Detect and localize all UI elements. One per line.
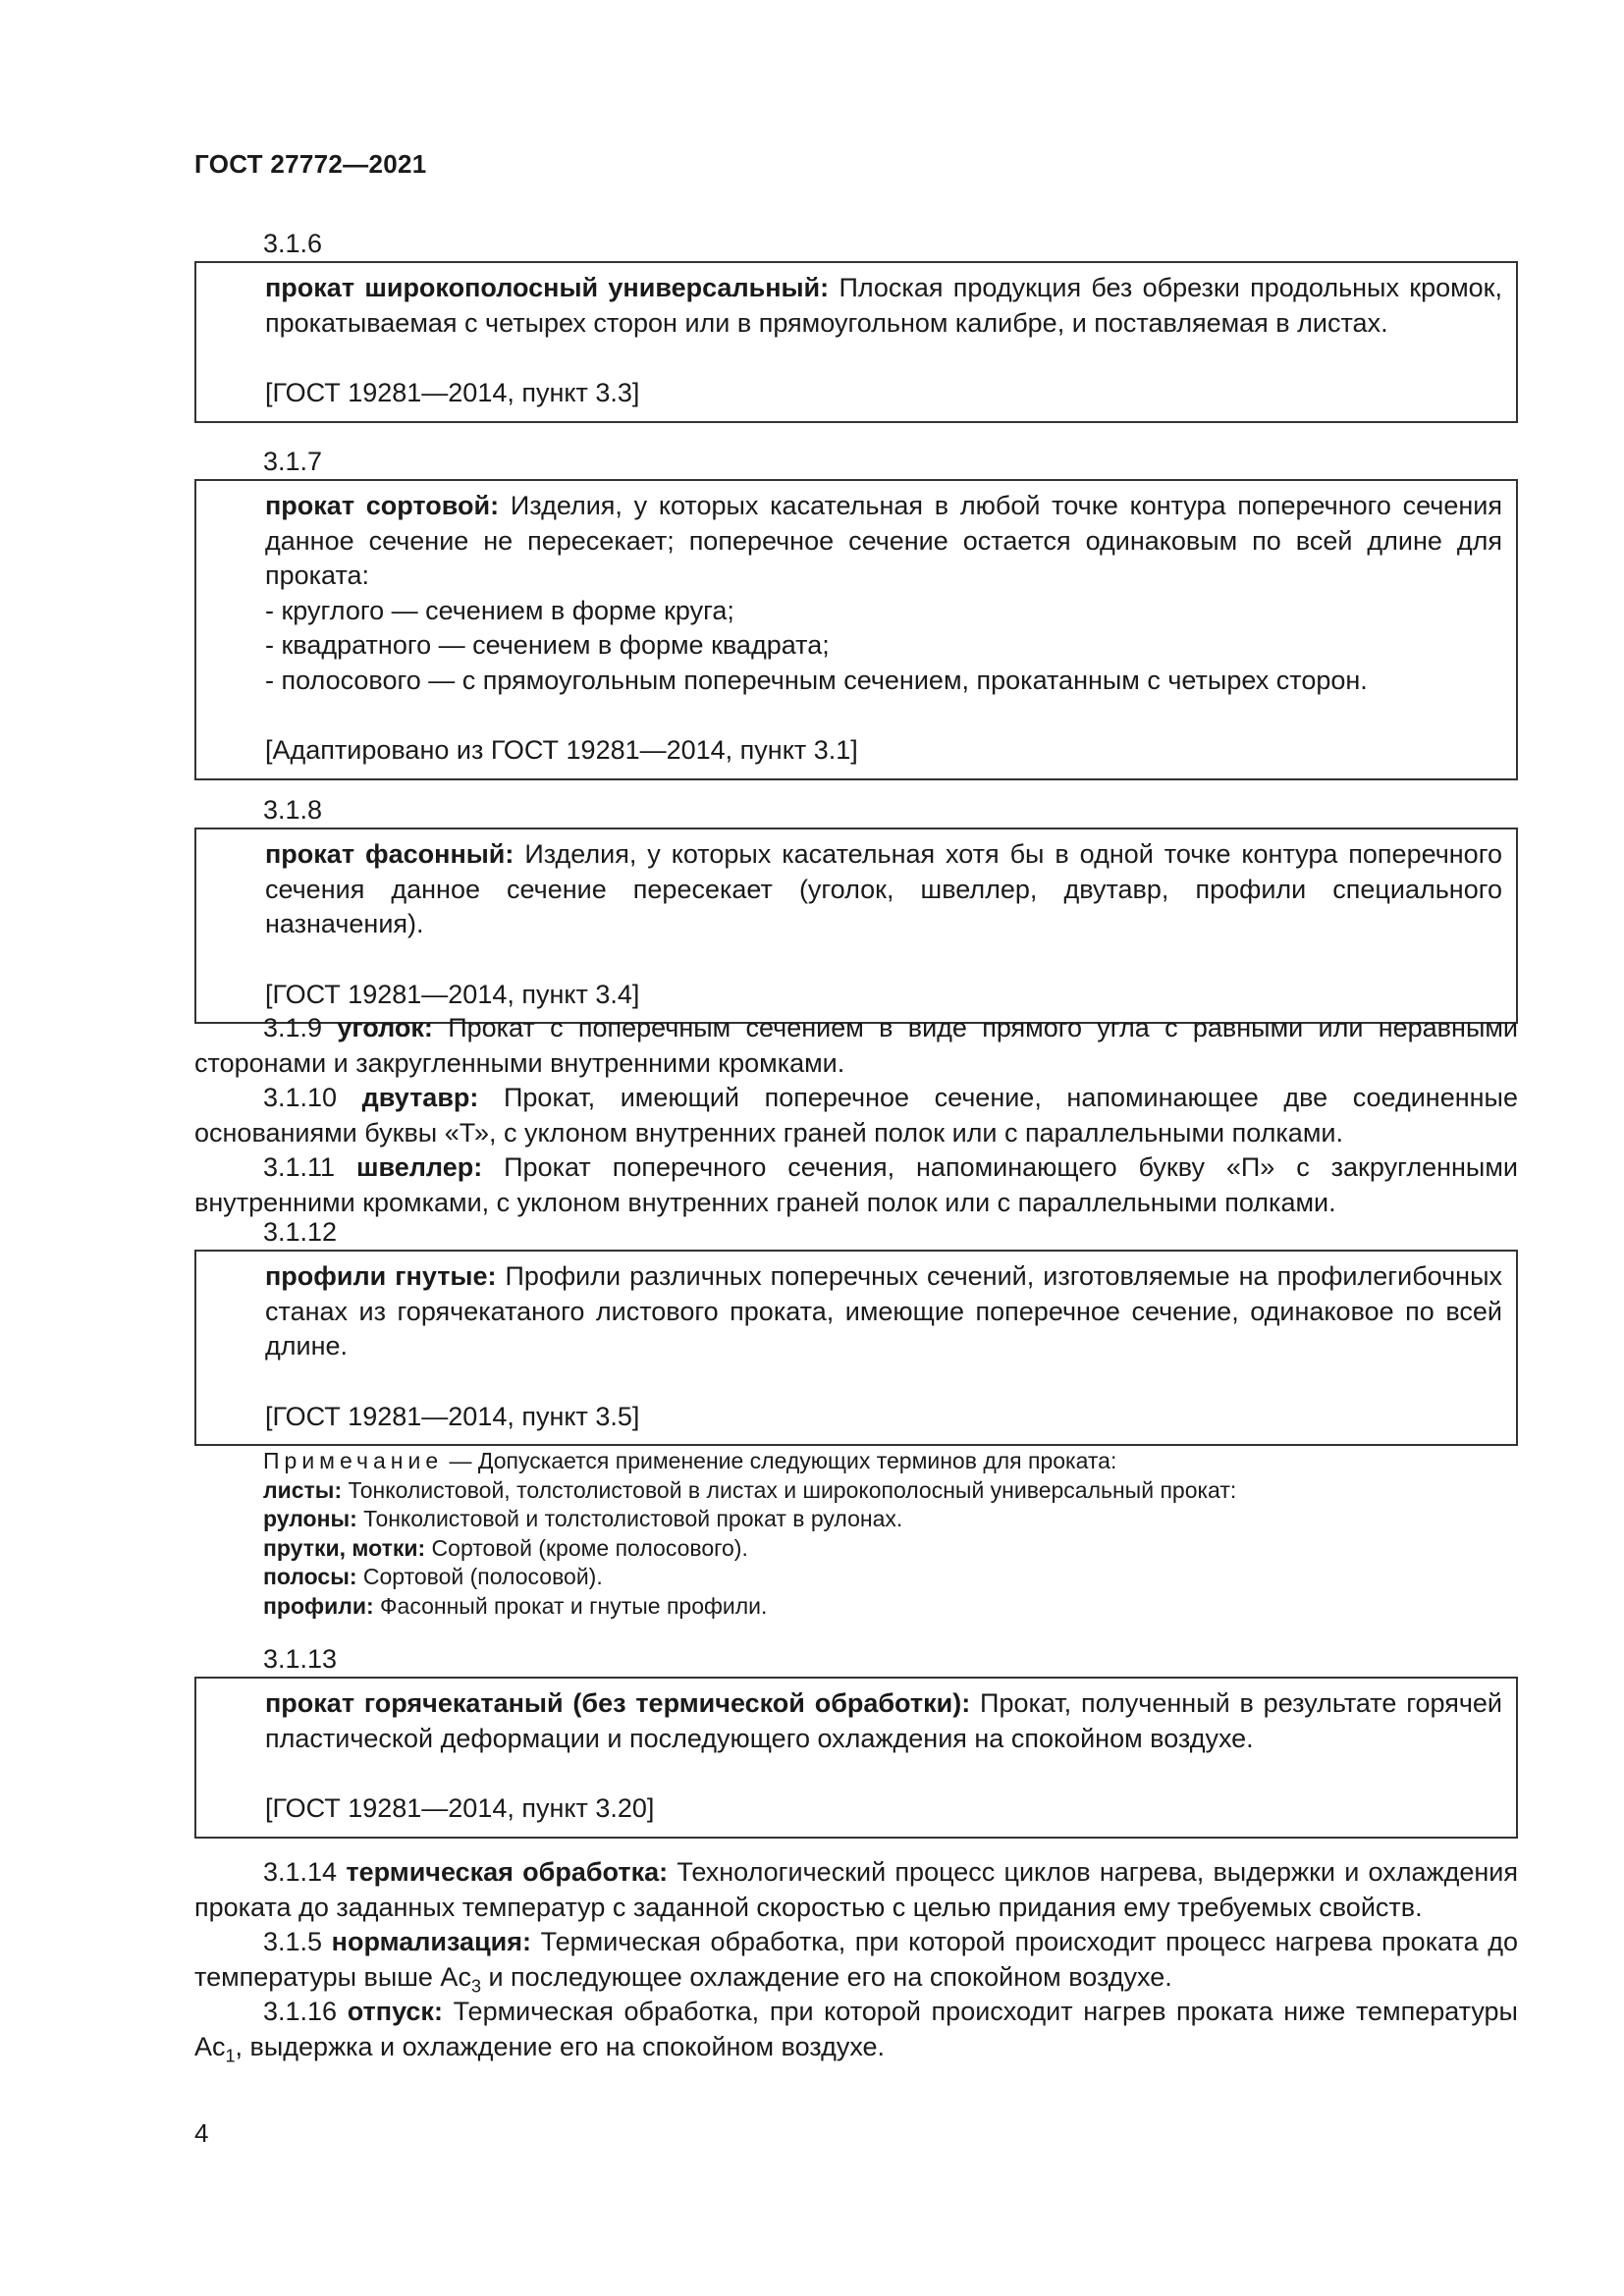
note-line: листы: Тонколистовой, толстолистовой в листах и широкополосный универсальный прокат: [263,1476,1237,1503]
paragraphs-3-1-9-to-3-1-11 [194,1011,1518,1220]
definition-box [194,828,1518,1024]
paragraph-3-1-16: 3.1.16 отпуск: Термическая обработка, при которой происходит нагрев проката ниже температуры $Ac_1$, выдержка и охлаждение его на спокойном воздухе. [194,1997,1518,2065]
definition: Изделия, у которых касательная в любой точке контура поперечного сечения данное сечение не пересекает; поперечное сечение остается одинаковым по всей длине для проката: [265,491,1502,590]
paragraph-3-1-14: 3.1.14 термическая обработка: Технологический процесс циклов нагрева, выдержки и охлаждения проката до заданных температур с заданной скоростью с целью придания ему требуемых свойств. [194,1857,1518,1922]
entry-3-1-8 [194,792,1518,1024]
entry-3-1-6 [194,226,1518,423]
source-reference: [ГОСТ 19281—2014, пункт 3.4] [265,979,640,1009]
definition: Прокат, полученный в результате горячей пластической деформации и последующего охлаждения на спокойном воздухе. [265,1688,1502,1753]
paragraphs-3-1-14-to-3-1-16 [194,1855,1518,2064]
source-reference: [ГОСТ 19281—2014, пункт 3.20] [265,1793,655,1823]
entry-number: 3.1.6 [263,229,323,258]
definition: Изделия, у которых касательная хотя бы в одной точке контура поперечного сечения данное сечение пересекает (уголок, швеллер, двутавр, профили специального назначения). [265,839,1502,938]
term: прокат горячекатаный (без термической обработки): [265,1688,971,1718]
note-line: полосы: Сортовой (полосовой). [263,1564,603,1589]
note-label: Примечание [263,1448,444,1473]
entry-number: 3.1.12 [263,1217,338,1247]
paragraph-3-1-9: 3.1.9 уголок: Прокат с поперечным сечением в виде прямого угла с равными или неравными сторонами и закругленными внутренними кромками. [194,1013,1518,1078]
term: прокат широкополосный универсальный: [265,273,830,302]
term: профили гнутые: [265,1261,497,1291]
list-item: - полосового — с прямоугольным поперечным сечением, прокатанным с четырех сторон. [265,665,1368,695]
note-intro: — Допускается применение следующих терминов для проката: [443,1448,1117,1473]
entry-number: 3.1.8 [263,795,323,825]
note-line: профили: Фасонный прокат и гнутые профили. [263,1592,768,1619]
list-item: - квадратного — сечением в форме квадрата; [265,630,830,660]
definition: Плоская продукция без обрезки продольных кромок, прокатываемая с четырех сторон или в прямоугольном калибре, и поставляемая в листах. [265,273,1502,338]
page-number: 4 [194,2118,209,2148]
paragraph-3-1-11: 3.1.11 швеллер: Прокат поперечного сечения, напоминающего букву «П» с закругленными внутренними кромками, с уклоном внутренних граней полок или с параллельными полками. [194,1152,1518,1217]
paragraph-3-1-10: 3.1.10 двутавр: Прокат, имеющий поперечное сечение, напоминающее две соединенные основаниями буквы «Т», с уклоном внутренних граней полок или с параллельными полками. [194,1083,1518,1148]
definition: Профили различных поперечных сечений, изготовляемые на профилегибочных станах из горячекатаного листового проката, имеющие поперечное сечение, одинаковое по всей длине. [265,1261,1502,1361]
definition-box [194,479,1518,780]
term: прокат сортовой: [265,491,500,520]
note-line: рулоны: Тонколистовой и толстолистовой прокат в рулонах. [263,1506,903,1531]
entry-3-1-7 [194,444,1518,780]
term: прокат фасонный: [265,839,514,869]
note-block [194,1447,1518,1621]
definition-box [194,261,1518,423]
definition-box [194,1677,1518,1839]
source-reference: [ГОСТ 19281—2014, пункт 3.3] [265,378,640,407]
entry-number: 3.1.7 [263,447,323,476]
source-reference: [Адаптировано из ГОСТ 19281—2014, пункт 3.1] [265,735,858,765]
entry-3-1-13 [194,1641,1518,1839]
source-reference: [ГОСТ 19281—2014, пункт 3.5] [265,1401,640,1431]
entry-3-1-12 [194,1214,1518,1446]
definition-box [194,1250,1518,1446]
entry-number: 3.1.13 [263,1644,338,1674]
list-item: - круглого — сечением в форме круга; [265,595,734,625]
paragraph-3-1-5: 3.1.5 нормализация: Термическая обработка, при которой происходит процесс нагрева проката до температуры выше $Ac_3$ и последующее охлаждение его на спокойном воздухе. [194,1927,1518,1996]
note-line: прутки, мотки: Сортовой (кроме полосового). [263,1534,748,1561]
document-header: ГОСТ 27772—2021 [194,149,427,179]
